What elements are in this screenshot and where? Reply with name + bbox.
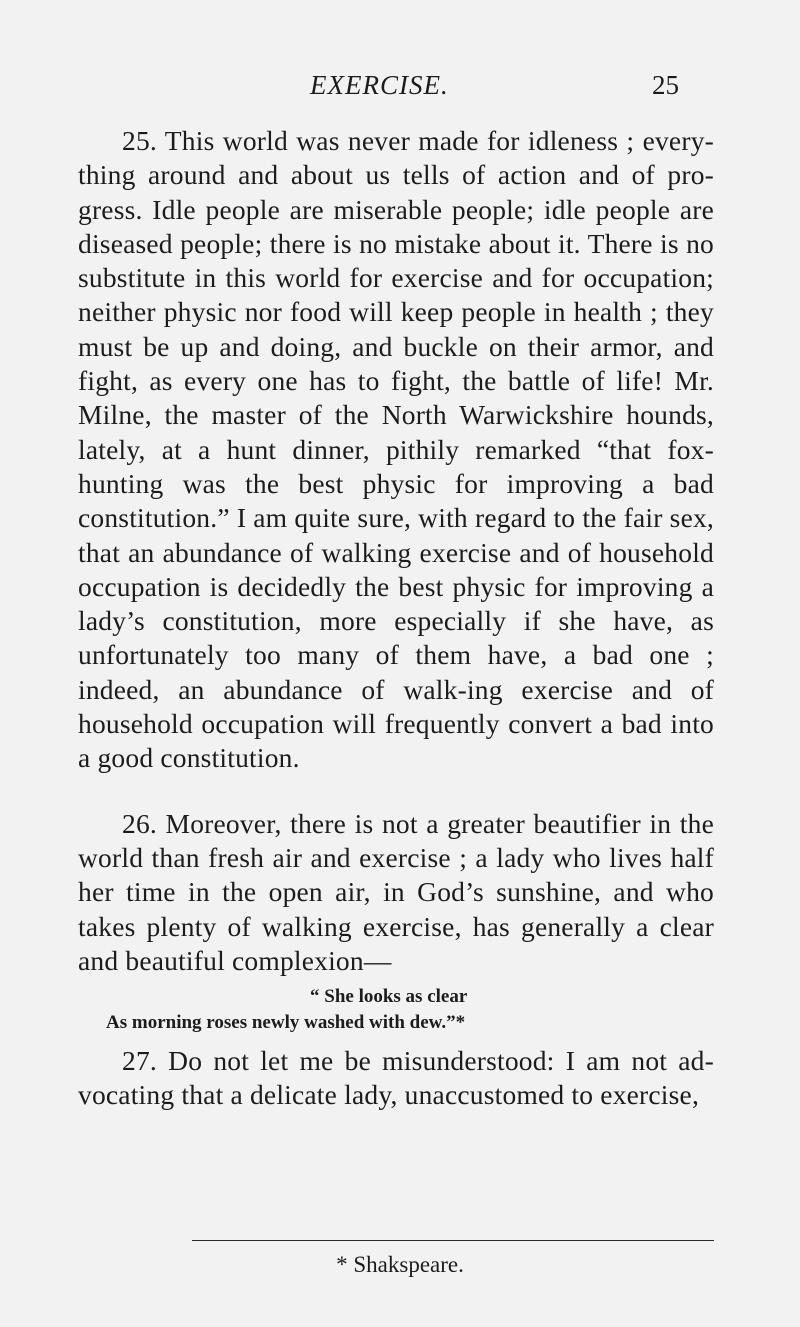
body-text [78,124,714,1113]
paragraph-26: 26. Moreover, there is not a greater beautifier in the world than fresh air and exercise ; a lady who lives half her time in the open air, in God’s sunshine, and who takes plenty of walking exercise, has generally a clear and beautiful complexion— [78,807,714,976]
page-number: 25 [652,70,679,100]
quote-line-1: “ She looks as clear [310,986,468,1008]
verse-quote [78,984,714,1036]
footnote-rule [192,1240,714,1241]
footnote: * Shakspeare. [336,1252,464,1277]
running-title: EXERCISE. [310,70,449,100]
paragraph-25: 25. This world was never made for idleness ; every-thing around and about us tells of action and of pro-gress. Idle people are miserable people; idle people are diseased people; there is no mistake about it. There is no substitute in this world for exercise and for occupation; neither physic nor food will keep people in health ; they must be up and doing, and buckle on their armor, and fight, as every one has to fight, the battle of life! Mr. Milne, the master of the North Warwickshire hounds, lately, at a hunt dinner, pithily remarked “that fox-hunting was the best physic for improving a bad constitution.” I am quite sure, with regard to the fair sex, that an abundance of walking exercise and of household occupation is decidedly the best physic for improving a lady’s constitution, more especially if she have, as unfortunately too many of them have, a bad one ; indeed, an abundance of walk-ing exercise and of household occupation will frequently convert a bad into a good constitution. [78,125,714,774]
quote-line-2: As morning roses newly washed with dew.”* [106,1012,466,1034]
running-head [0,70,800,110]
paragraph-27: 27. Do not let me be misunderstood: I am not ad-vocating that a delicate lady, unaccustomed to exercise, [78,1045,714,1111]
